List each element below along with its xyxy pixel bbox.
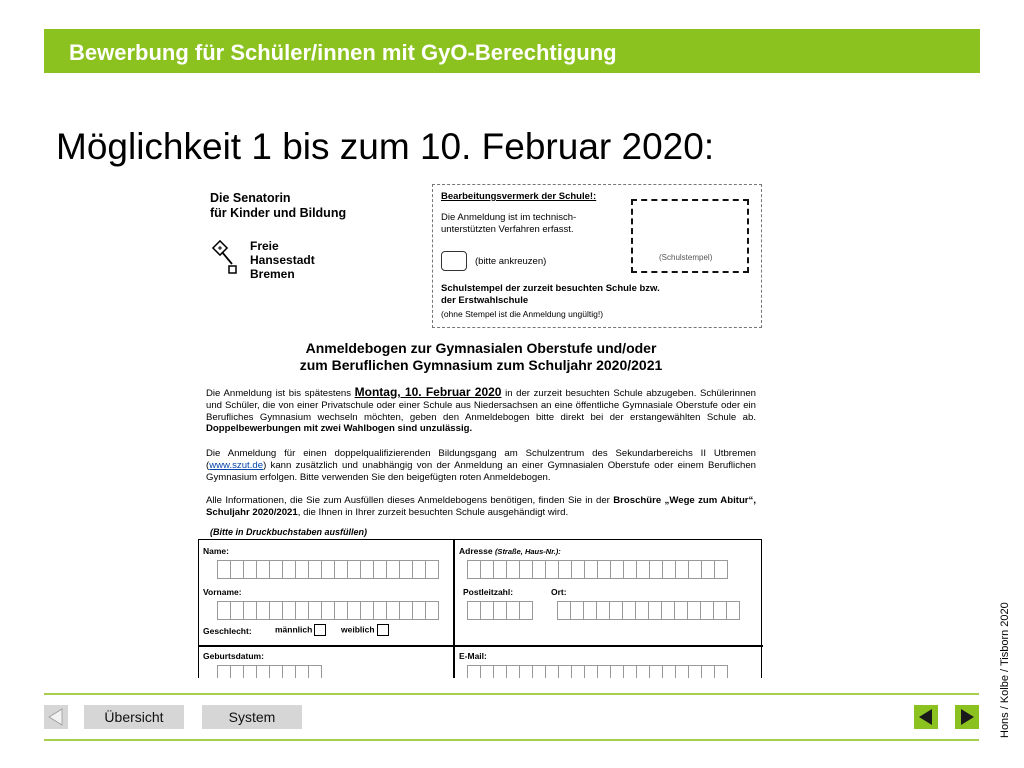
input-cell — [295, 601, 309, 620]
input-cell — [648, 601, 662, 620]
input-cell — [347, 560, 361, 579]
senatorin-line-2: für Kinder und Bildung — [210, 206, 347, 220]
vermerk-text: Die Anmeldung ist im technisch-unterstützten Verfahren erfasst. — [441, 212, 577, 235]
szut-link[interactable]: www.szut.de — [209, 459, 264, 471]
name-label: Name: — [203, 546, 229, 556]
input-cell — [545, 665, 559, 678]
bremen-line-3: Bremen — [250, 267, 295, 281]
input-cell — [360, 560, 374, 579]
input-cell — [425, 560, 439, 579]
input-cell — [688, 560, 702, 579]
input-cell — [623, 665, 637, 678]
schulstempel-note: (ohne Stempel ist die Anmeldung ungültig!) — [441, 309, 604, 319]
adresse-label — [459, 546, 561, 556]
ort-label: Ort: — [551, 587, 567, 597]
p1-deadline-date: Montag, 10. Februar 2020 — [354, 385, 502, 399]
vorname-label: Vorname: — [203, 587, 242, 597]
input-cell — [584, 665, 598, 678]
adresse-hint: (Straße, Haus-Nr.): — [494, 547, 561, 556]
input-cell — [661, 601, 675, 620]
weiblich-label: weiblich — [341, 624, 375, 635]
input-cell — [256, 560, 270, 579]
input-cell — [701, 665, 715, 678]
input-cell — [558, 560, 572, 579]
form-title-line-1: Anmeldebogen zur Gymnasialen Oberstufe und/oder — [305, 340, 657, 356]
weiblich-checkbox — [377, 624, 389, 636]
vorname-cells — [217, 601, 438, 620]
input-cell — [688, 665, 702, 678]
input-cell — [662, 560, 676, 579]
input-cell — [467, 601, 481, 620]
input-cell — [571, 665, 585, 678]
plz-cells — [467, 601, 532, 620]
input-cell — [506, 601, 520, 620]
input-cell — [506, 665, 520, 678]
input-cell — [480, 601, 494, 620]
header-title: Bewerbung für Schüler/innen mit GyO-Berechtigung — [69, 40, 617, 65]
input-cell — [217, 665, 231, 678]
input-cell — [493, 665, 507, 678]
input-cell — [243, 601, 257, 620]
senatorin-line-1: Die Senatorin — [210, 191, 291, 205]
input-cell — [493, 601, 507, 620]
input-cell — [399, 560, 413, 579]
p1-text-bold: Doppelbewerbungen mit zwei Wahlbogen sind unzulässig. — [206, 423, 473, 435]
system-button[interactable]: System — [202, 705, 302, 729]
p3-text-b: , die Ihnen in Ihrer zurzeit besuchten Schule ausgehändigt wird. — [297, 506, 569, 518]
author-credit: Hons / Kolbe / Tisborn 2020 — [999, 602, 1011, 738]
input-cell — [610, 665, 624, 678]
input-cell — [649, 560, 663, 579]
input-cell — [321, 601, 335, 620]
vermerk-checkbox-label: (bitte ankreuzen) — [475, 256, 547, 267]
paragraph-deadline — [206, 387, 756, 435]
maennlich-option — [275, 624, 326, 636]
bremen-key-icon — [212, 240, 240, 276]
senatorin-heading — [210, 191, 346, 221]
input-cell — [700, 601, 714, 620]
footer-line-top — [44, 693, 979, 695]
input-cell — [269, 601, 283, 620]
back-button[interactable] — [44, 705, 68, 729]
input-cell — [662, 665, 676, 678]
input-cell — [360, 601, 374, 620]
input-cell — [583, 601, 597, 620]
form-field-grid — [198, 539, 762, 678]
bremen-line-2: Hansestadt — [250, 253, 315, 267]
slide-title: Möglichkeit 1 bis zum 10. Februar 2020: — [56, 126, 715, 167]
input-cell — [636, 665, 650, 678]
input-cell — [675, 560, 689, 579]
input-cell — [609, 601, 623, 620]
input-cell — [373, 601, 387, 620]
adresse-label-text: Adresse — [459, 546, 493, 556]
input-cell — [636, 560, 650, 579]
input-cell — [230, 601, 244, 620]
input-cell — [308, 665, 322, 678]
input-cell — [493, 560, 507, 579]
input-cell — [519, 601, 533, 620]
input-cell — [545, 560, 559, 579]
grid-divider-vertical — [453, 540, 455, 678]
input-cell — [347, 601, 361, 620]
grid-divider-horizontal — [199, 645, 763, 647]
input-cell — [480, 560, 494, 579]
input-cell — [726, 601, 740, 620]
input-cell — [308, 601, 322, 620]
input-cell — [480, 665, 494, 678]
input-cell — [373, 560, 387, 579]
registration-form-image — [198, 182, 764, 678]
input-cell — [243, 665, 257, 678]
input-cell — [532, 560, 546, 579]
input-cell — [412, 560, 426, 579]
input-cell — [558, 665, 572, 678]
ort-cells — [557, 601, 739, 620]
paragraph-info — [206, 495, 756, 519]
input-cell — [269, 560, 283, 579]
input-cell — [217, 560, 231, 579]
input-cell — [295, 665, 309, 678]
input-cell — [425, 601, 439, 620]
maennlich-label: männlich — [275, 624, 313, 635]
input-cell — [610, 560, 624, 579]
input-cell — [217, 601, 231, 620]
name-cells — [217, 560, 438, 579]
input-cell — [597, 665, 611, 678]
form-title — [198, 340, 764, 374]
geschlecht-label: Geschlecht: — [203, 626, 252, 636]
bremen-line-1: Freie — [250, 239, 279, 253]
input-cell — [701, 560, 715, 579]
input-cell — [532, 665, 546, 678]
input-cell — [635, 601, 649, 620]
input-cell — [675, 665, 689, 678]
geburtsdatum-label: Geburtsdatum: — [203, 651, 264, 661]
input-cell — [399, 601, 413, 620]
previous-slide-button[interactable] — [914, 705, 938, 729]
p1-text-a: Die Anmeldung ist bis spätestens — [206, 388, 355, 399]
p1-text-b: in der zurzeit besuchten Schule abzugeben. Schülerinnen und Schüler, die von einer Privatschule oder einer Schule aus Niedersachsen an eine öffentliche Gymnasiale Oberstufe oder ein Berufliches Gymnasium wechseln möchten, geben den Anmeldebogen bitte direkt bei der erstangewählten Schule ab. — [206, 388, 756, 423]
p3-text-bold: Broschüre „Wege zum Abitur“, Schuljahr 2020/2021 — [206, 495, 756, 518]
schulstempel-box — [631, 199, 749, 273]
geburtsdatum-cells — [217, 665, 321, 678]
input-cell — [386, 601, 400, 620]
input-cell — [557, 601, 571, 620]
paragraph-szut — [206, 448, 756, 483]
bearbeitungsvermerk-box — [432, 184, 762, 328]
input-cell — [282, 665, 296, 678]
input-cell — [596, 601, 610, 620]
input-cell — [282, 560, 296, 579]
input-cell — [713, 601, 727, 620]
input-cell — [649, 665, 663, 678]
form-title-line-2: zum Beruflichen Gymnasium zum Schuljahr 2020/2021 — [299, 357, 663, 373]
input-cell — [519, 665, 533, 678]
input-cell — [506, 560, 520, 579]
input-cell — [256, 665, 270, 678]
next-slide-button[interactable] — [955, 705, 979, 729]
input-cell — [243, 560, 257, 579]
schulstempel-label: (Schulstempel) — [659, 253, 713, 262]
email-cells — [467, 665, 727, 678]
input-cell — [714, 665, 728, 678]
input-cell — [597, 560, 611, 579]
input-cell — [308, 560, 322, 579]
header-bar — [44, 29, 980, 73]
input-cell — [623, 560, 637, 579]
vermerk-checkbox — [441, 251, 467, 271]
input-cell — [622, 601, 636, 620]
input-cell — [674, 601, 688, 620]
druckbuchstaben-note: (Bitte in Druckbuchstaben ausfüllen) — [210, 527, 368, 537]
plz-label: Postleitzahl: — [463, 587, 514, 597]
input-cell — [256, 601, 270, 620]
p2-text-b: ) kann zusätzlich und unabhängig von der Anmeldung an einer Gymnasialen Oberstufe oder einem Beruflichen Gymnasium erfolgen. Bitte verwenden Sie den beigefügten roten Anmeldebogen. — [206, 459, 756, 483]
weiblich-option — [341, 624, 389, 636]
input-cell — [321, 560, 335, 579]
input-cell — [467, 665, 481, 678]
email-label: E-Mail: — [459, 651, 487, 661]
input-cell — [584, 560, 598, 579]
input-cell — [714, 560, 728, 579]
input-cell — [334, 601, 348, 620]
adresse-cells — [467, 560, 727, 579]
input-cell — [230, 560, 244, 579]
input-cell — [687, 601, 701, 620]
bremen-text — [250, 239, 315, 281]
input-cell — [467, 560, 481, 579]
input-cell — [282, 601, 296, 620]
prev-arrow-icon — [914, 705, 938, 729]
input-cell — [519, 560, 533, 579]
input-cell — [570, 601, 584, 620]
footer-line-bottom — [44, 739, 979, 741]
p2-text-a: Die Anmeldung für einen doppelqualifizierenden Bildungsgang am Schulzentrum des Sekundarbereichs II Utbremen ( — [206, 448, 756, 471]
vermerk-title: Bearbeitungsvermerk der Schule!: — [441, 191, 597, 202]
uebersicht-button[interactable]: Übersicht — [84, 705, 184, 729]
input-cell — [571, 560, 585, 579]
schulstempel-title: Schulstempel der zurzeit besuchten Schule bzw. der Erstwahlschule — [441, 283, 660, 306]
input-cell — [230, 665, 244, 678]
input-cell — [386, 560, 400, 579]
back-arrow-icon — [44, 705, 68, 729]
input-cell — [269, 665, 283, 678]
next-arrow-icon — [955, 705, 979, 729]
maennlich-checkbox — [314, 624, 326, 636]
p3-text-a: Alle Informationen, die Sie zum Ausfüllen dieses Anmeldebogens benötigen, finden Sie in der — [206, 495, 614, 506]
input-cell — [412, 601, 426, 620]
input-cell — [334, 560, 348, 579]
input-cell — [295, 560, 309, 579]
